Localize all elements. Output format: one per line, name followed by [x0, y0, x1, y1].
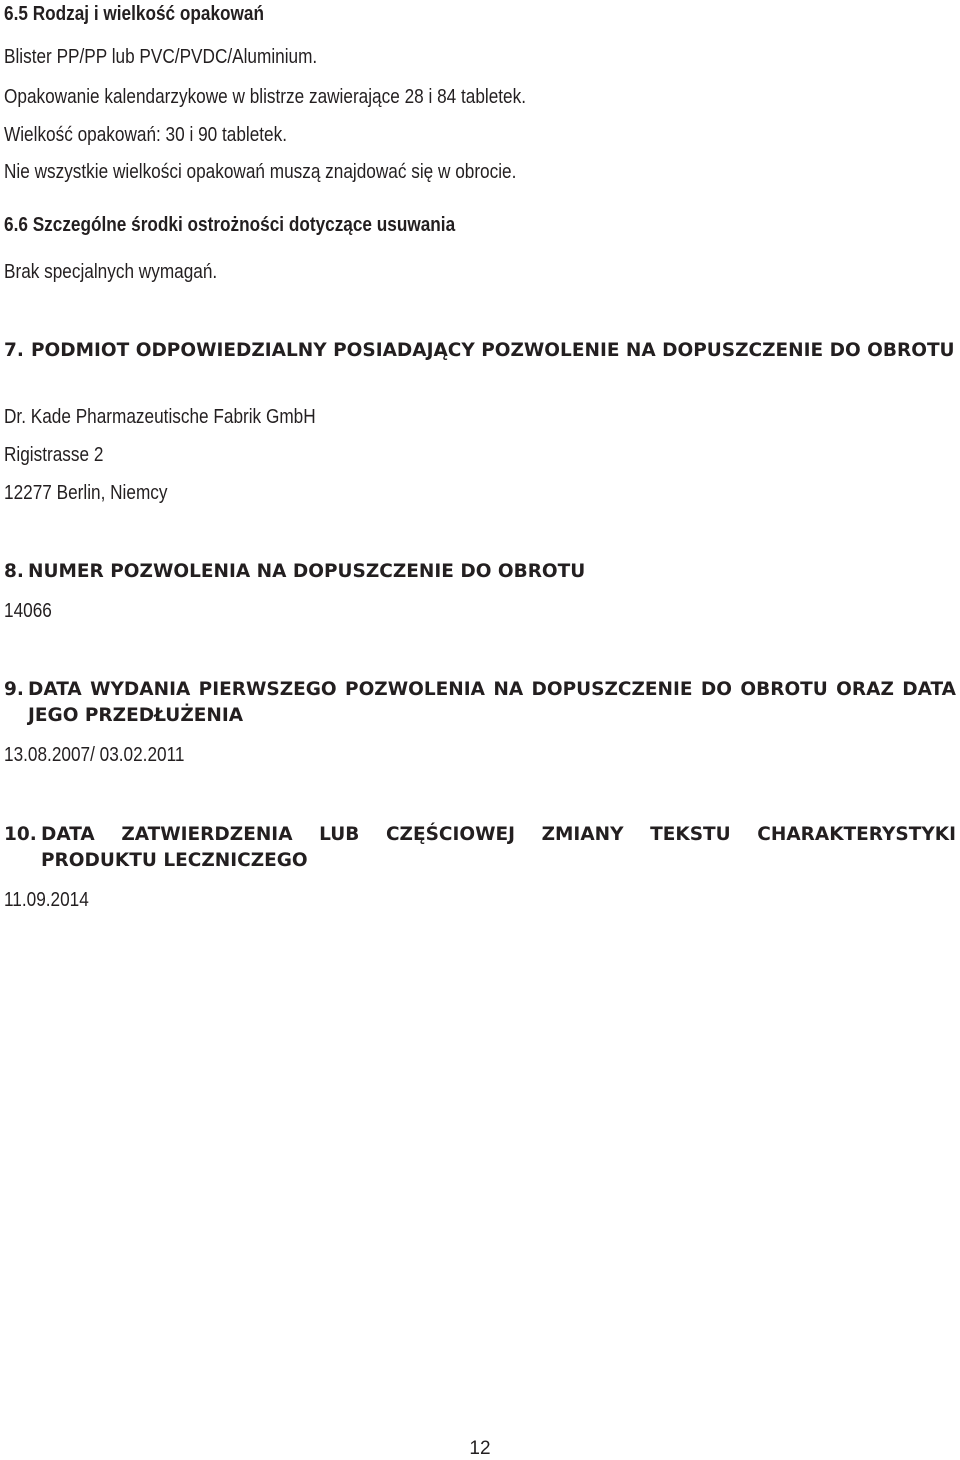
section-7-heading [4, 338, 956, 364]
page-number: 12 [469, 1438, 491, 1459]
section-7-line: Rigistrasse 2 [4, 444, 104, 466]
section-9-line: 13.08.2007/ 03.02.2011 [4, 744, 185, 766]
section-9-number: 9. [4, 679, 24, 700]
section-9-heading [4, 677, 956, 729]
section-6-5-line: Nie wszystkie wielkości opakowań muszą znajdować się w obrocie. [4, 161, 517, 183]
section-6-5-heading: 6.5 Rodzaj i wielkość opakowań [4, 3, 265, 25]
section-8-number: 8. [4, 561, 24, 582]
section-10-number: 10. [4, 824, 37, 845]
section-6-6-heading: 6.6 Szczególne środki ostrożności dotyczące usuwania [4, 214, 456, 236]
section-10-title: DATA ZATWIERDZENIA LUB CZĘŚCIOWEJ ZMIANY TEKSTU CHARAKTERYSTYKI PRODUKTU LECZNICZEGO [41, 824, 956, 871]
section-8-heading [4, 559, 956, 585]
section-6-5-line: Blister PP/PP lub PVC/PVDC/Aluminium. [4, 46, 318, 68]
section-7-line: 12277 Berlin, Niemcy [4, 482, 168, 504]
section-7-line: Dr. Kade Pharmazeutische Fabrik GmbH [4, 406, 316, 428]
section-6-5-line: Wielkość opakowań: 30 i 90 tabletek. [4, 124, 288, 146]
section-8-title: NUMER POZWOLENIA NA DOPUSZCZENIE DO OBROTU [28, 561, 586, 582]
section-10-heading [4, 822, 956, 874]
section-6-5-line: Opakowanie kalendarzykowe w blistrze zawierające 28 i 84 tabletek. [4, 86, 527, 108]
section-10-line: 11.09.2014 [4, 889, 89, 911]
section-7-number: 7. [4, 340, 24, 361]
section-8-line: 14066 [4, 600, 52, 622]
section-7-title: PODMIOT ODPOWIEDZIALNY POSIADAJĄCY POZWOLENIE NA DOPUSZCZENIE DO OBROTU [31, 340, 955, 361]
section-6-6-line: Brak specjalnych wymagań. [4, 261, 218, 283]
section-9-title: DATA WYDANIA PIERWSZEGO POZWOLENIA NA DOPUSZCZENIE DO OBROTU ORAZ DATA JEGO PRZEDŁUŻENIA [28, 679, 956, 726]
